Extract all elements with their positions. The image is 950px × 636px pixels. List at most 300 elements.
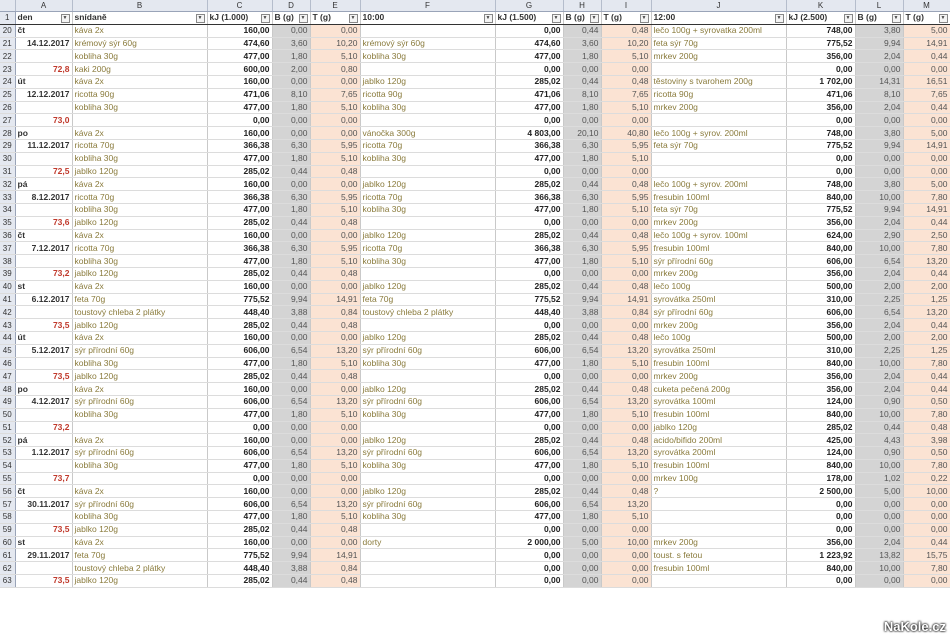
snack-protein[interactable]: 20,10 xyxy=(563,127,601,140)
day-cell[interactable]: čt xyxy=(15,485,72,498)
date-cell[interactable]: 4.12.2017 xyxy=(15,395,72,408)
snack-item[interactable] xyxy=(360,216,495,229)
breakfast-protein[interactable]: 0,00 xyxy=(272,114,310,127)
snack-item[interactable]: feta 70g xyxy=(360,293,495,306)
breakfast-fat[interactable]: 5,10 xyxy=(310,50,360,63)
snack-kj[interactable]: 366,38 xyxy=(495,191,563,204)
snack-item[interactable]: vánočka 300g xyxy=(360,127,495,140)
snack-kj[interactable]: 0,00 xyxy=(495,267,563,280)
breakfast-kj[interactable]: 448,40 xyxy=(207,306,272,319)
lunch-protein[interactable]: 9,94 xyxy=(855,203,903,216)
day-cell[interactable]: po xyxy=(15,127,72,140)
breakfast-fat[interactable]: 5,10 xyxy=(310,408,360,421)
lunch-kj[interactable]: 840,00 xyxy=(786,408,855,421)
row-number[interactable]: 30 xyxy=(0,152,15,165)
total-cell[interactable]: 73,6 xyxy=(15,216,72,229)
breakfast-item[interactable]: kobliha 30g xyxy=(72,255,207,268)
snack-fat[interactable]: 0,00 xyxy=(601,319,651,332)
lunch-fat[interactable]: 7,80 xyxy=(903,191,950,204)
lunch-fat[interactable]: 2,00 xyxy=(903,331,950,344)
snack-kj[interactable]: 285,02 xyxy=(495,434,563,447)
filter-dropdown-icon[interactable]: ▼ xyxy=(892,14,901,23)
breakfast-kj[interactable]: 0,00 xyxy=(207,472,272,485)
lunch-fat[interactable]: 0,44 xyxy=(903,50,950,63)
row-number[interactable]: 59 xyxy=(0,523,15,536)
date-cell[interactable]: 29.11.2017 xyxy=(15,549,72,562)
snack-protein[interactable]: 9,94 xyxy=(563,293,601,306)
breakfast-kj[interactable]: 477,00 xyxy=(207,357,272,370)
lunch-kj[interactable]: 0,00 xyxy=(786,523,855,536)
snack-kj[interactable]: 0,00 xyxy=(495,421,563,434)
snack-fat[interactable]: 10,20 xyxy=(601,37,651,50)
snack-fat[interactable]: 0,48 xyxy=(601,75,651,88)
snack-kj[interactable]: 606,00 xyxy=(495,395,563,408)
snack-kj[interactable]: 474,60 xyxy=(495,37,563,50)
snack-protein[interactable]: 0,00 xyxy=(563,319,601,332)
breakfast-fat[interactable]: 0,80 xyxy=(310,63,360,76)
breakfast-fat[interactable]: 0,00 xyxy=(310,114,360,127)
lunch-fat[interactable]: 7,80 xyxy=(903,408,950,421)
column-header[interactable]: M xyxy=(903,0,950,12)
breakfast-item[interactable]: káva 2x xyxy=(72,280,207,293)
breakfast-fat[interactable]: 0,00 xyxy=(310,24,360,37)
lunch-kj[interactable]: 0,00 xyxy=(786,114,855,127)
lunch-item[interactable]: jablko 120g xyxy=(651,421,786,434)
breakfast-fat[interactable]: 0,84 xyxy=(310,306,360,319)
lunch-protein[interactable]: 2,25 xyxy=(855,293,903,306)
lunch-fat[interactable]: 0,44 xyxy=(903,319,950,332)
breakfast-item[interactable]: jablko 120g xyxy=(72,165,207,178)
snack-kj[interactable]: 285,02 xyxy=(495,178,563,191)
snack-fat[interactable]: 0,00 xyxy=(601,421,651,434)
lunch-kj[interactable]: 124,00 xyxy=(786,447,855,460)
lunch-item[interactable] xyxy=(651,575,786,588)
lunch-kj[interactable]: 356,00 xyxy=(786,536,855,549)
snack-item[interactable] xyxy=(360,165,495,178)
breakfast-kj[interactable]: 448,40 xyxy=(207,562,272,575)
breakfast-fat[interactable]: 5,95 xyxy=(310,242,360,255)
breakfast-fat[interactable]: 0,84 xyxy=(310,562,360,575)
row-number[interactable]: 52 xyxy=(0,434,15,447)
breakfast-item[interactable]: sýr přírodní 60g xyxy=(72,344,207,357)
snack-protein[interactable]: 1,80 xyxy=(563,203,601,216)
breakfast-protein[interactable]: 0,00 xyxy=(272,24,310,37)
lunch-fat[interactable]: 5,00 xyxy=(903,127,950,140)
breakfast-protein[interactable]: 6,54 xyxy=(272,344,310,357)
snack-item[interactable]: ricotta 70g xyxy=(360,191,495,204)
breakfast-item[interactable]: kobliha 30g xyxy=(72,459,207,472)
breakfast-protein[interactable]: 8,10 xyxy=(272,88,310,101)
snack-protein[interactable]: 3,60 xyxy=(563,37,601,50)
lunch-kj[interactable]: 178,00 xyxy=(786,472,855,485)
snack-protein[interactable]: 0,44 xyxy=(563,229,601,242)
breakfast-item[interactable]: jablko 120g xyxy=(72,267,207,280)
breakfast-item[interactable]: toustový chleba 2 plátky xyxy=(72,306,207,319)
breakfast-item[interactable]: kobliha 30g xyxy=(72,511,207,524)
breakfast-kj[interactable]: 0,00 xyxy=(207,421,272,434)
row-number[interactable]: 57 xyxy=(0,498,15,511)
cell-day-column[interactable] xyxy=(15,203,72,216)
lunch-kj[interactable]: 356,00 xyxy=(786,267,855,280)
breakfast-protein[interactable]: 0,00 xyxy=(272,229,310,242)
snack-item[interactable]: kobliha 30g xyxy=(360,408,495,421)
lunch-protein[interactable]: 6,54 xyxy=(855,255,903,268)
breakfast-fat[interactable]: 0,48 xyxy=(310,165,360,178)
breakfast-fat[interactable]: 0,00 xyxy=(310,127,360,140)
breakfast-protein[interactable]: 0,00 xyxy=(272,178,310,191)
breakfast-kj[interactable]: 160,00 xyxy=(207,536,272,549)
breakfast-kj[interactable]: 477,00 xyxy=(207,408,272,421)
lunch-fat[interactable]: 16,51 xyxy=(903,75,950,88)
snack-protein[interactable]: 0,44 xyxy=(563,434,601,447)
breakfast-protein[interactable]: 1,80 xyxy=(272,408,310,421)
lunch-kj[interactable]: 0,00 xyxy=(786,165,855,178)
lunch-fat[interactable]: 0,44 xyxy=(903,383,950,396)
cell-day-column[interactable] xyxy=(15,357,72,370)
filter-dropdown-icon[interactable]: ▼ xyxy=(939,14,948,23)
column-header[interactable]: H xyxy=(563,0,601,12)
snack-fat[interactable]: 0,84 xyxy=(601,306,651,319)
snack-item[interactable]: jablko 120g xyxy=(360,331,495,344)
breakfast-fat[interactable]: 0,00 xyxy=(310,383,360,396)
filter-dropdown-icon[interactable]: ▼ xyxy=(552,14,561,23)
snack-item[interactable]: jablko 120g xyxy=(360,229,495,242)
snack-protein[interactable]: 0,00 xyxy=(563,523,601,536)
total-cell[interactable]: 73,5 xyxy=(15,575,72,588)
lunch-protein[interactable]: 6,54 xyxy=(855,306,903,319)
row-number[interactable]: 45 xyxy=(0,344,15,357)
lunch-item[interactable]: syrovátka 100ml xyxy=(651,395,786,408)
row-number[interactable]: 55 xyxy=(0,472,15,485)
lunch-protein[interactable]: 2,00 xyxy=(855,331,903,344)
snack-kj[interactable]: 0,00 xyxy=(495,319,563,332)
column-header[interactable]: J xyxy=(651,0,786,12)
breakfast-fat[interactable]: 0,00 xyxy=(310,178,360,191)
breakfast-kj[interactable]: 474,60 xyxy=(207,37,272,50)
breakfast-kj[interactable]: 471,06 xyxy=(207,88,272,101)
lunch-protein[interactable]: 0,00 xyxy=(855,511,903,524)
row-number[interactable]: 24 xyxy=(0,75,15,88)
lunch-fat[interactable]: 0,44 xyxy=(903,536,950,549)
breakfast-protein[interactable]: 2,00 xyxy=(272,63,310,76)
snack-fat[interactable]: 5,95 xyxy=(601,191,651,204)
breakfast-item[interactable]: sýr přírodní 60g xyxy=(72,447,207,460)
row-number[interactable]: 37 xyxy=(0,242,15,255)
breakfast-fat[interactable]: 5,95 xyxy=(310,139,360,152)
snack-item[interactable] xyxy=(360,370,495,383)
lunch-fat[interactable]: 0,48 xyxy=(903,421,950,434)
row-number[interactable]: 29 xyxy=(0,139,15,152)
lunch-fat[interactable]: 7,80 xyxy=(903,242,950,255)
snack-fat[interactable]: 0,48 xyxy=(601,331,651,344)
snack-kj[interactable]: 448,40 xyxy=(495,306,563,319)
lunch-item[interactable] xyxy=(651,523,786,536)
breakfast-kj[interactable]: 160,00 xyxy=(207,485,272,498)
snack-protein[interactable]: 6,54 xyxy=(563,447,601,460)
lunch-item[interactable] xyxy=(651,63,786,76)
breakfast-protein[interactable]: 6,54 xyxy=(272,447,310,460)
breakfast-fat[interactable]: 5,10 xyxy=(310,203,360,216)
lunch-item[interactable]: syrovátka 200ml xyxy=(651,447,786,460)
lunch-item[interactable]: lečo 100g + syrovatka 200ml xyxy=(651,24,786,37)
lunch-protein[interactable]: 3,80 xyxy=(855,178,903,191)
lunch-protein[interactable]: 2,04 xyxy=(855,370,903,383)
row-number[interactable]: 61 xyxy=(0,549,15,562)
snack-kj[interactable]: 0,00 xyxy=(495,24,563,37)
snack-kj[interactable]: 471,06 xyxy=(495,88,563,101)
snack-item[interactable] xyxy=(360,421,495,434)
snack-kj[interactable]: 285,02 xyxy=(495,280,563,293)
lunch-protein[interactable]: 2,25 xyxy=(855,344,903,357)
lunch-protein[interactable]: 8,10 xyxy=(855,88,903,101)
snack-item[interactable]: kobliha 30g xyxy=(360,511,495,524)
lunch-item[interactable]: lečo 100g + syrov. 100ml xyxy=(651,229,786,242)
lunch-protein[interactable]: 0,00 xyxy=(855,523,903,536)
day-cell[interactable]: pá xyxy=(15,434,72,447)
filter-dropdown-icon[interactable]: ▼ xyxy=(349,14,358,23)
breakfast-item[interactable]: jablko 120g xyxy=(72,370,207,383)
lunch-protein[interactable]: 10,00 xyxy=(855,408,903,421)
snack-item[interactable]: kobliha 30g xyxy=(360,357,495,370)
snack-kj[interactable]: 0,00 xyxy=(495,472,563,485)
lunch-item[interactable] xyxy=(651,511,786,524)
header-cell-breakfast[interactable] xyxy=(72,12,207,25)
lunch-kj[interactable]: 471,06 xyxy=(786,88,855,101)
lunch-protein[interactable]: 10,00 xyxy=(855,191,903,204)
breakfast-fat[interactable]: 7,65 xyxy=(310,88,360,101)
breakfast-item[interactable]: káva 2x xyxy=(72,178,207,191)
lunch-kj[interactable]: 356,00 xyxy=(786,370,855,383)
total-cell[interactable]: 73,5 xyxy=(15,319,72,332)
lunch-fat[interactable]: 13,20 xyxy=(903,255,950,268)
snack-item[interactable]: kobliha 30g xyxy=(360,50,495,63)
total-cell[interactable]: 73,2 xyxy=(15,421,72,434)
cell-day-column[interactable] xyxy=(15,50,72,63)
total-cell[interactable]: 73,2 xyxy=(15,267,72,280)
row-number[interactable]: 47 xyxy=(0,370,15,383)
snack-fat[interactable]: 0,00 xyxy=(601,165,651,178)
lunch-kj[interactable]: 748,00 xyxy=(786,178,855,191)
breakfast-item[interactable]: jablko 120g xyxy=(72,575,207,588)
breakfast-protein[interactable]: 6,30 xyxy=(272,242,310,255)
breakfast-kj[interactable]: 160,00 xyxy=(207,434,272,447)
snack-item[interactable]: krémový sýr 60g xyxy=(360,37,495,50)
lunch-item[interactable]: fresubin 100ml xyxy=(651,191,786,204)
lunch-fat[interactable]: 13,20 xyxy=(903,306,950,319)
breakfast-kj[interactable]: 160,00 xyxy=(207,75,272,88)
lunch-fat[interactable]: 14,91 xyxy=(903,139,950,152)
breakfast-fat[interactable]: 5,95 xyxy=(310,191,360,204)
snack-fat[interactable]: 13,20 xyxy=(601,395,651,408)
snack-fat[interactable]: 0,48 xyxy=(601,280,651,293)
breakfast-kj[interactable]: 160,00 xyxy=(207,383,272,396)
breakfast-item[interactable]: káva 2x xyxy=(72,229,207,242)
breakfast-protein[interactable]: 0,44 xyxy=(272,575,310,588)
snack-item[interactable] xyxy=(360,549,495,562)
lunch-fat[interactable]: 2,00 xyxy=(903,280,950,293)
breakfast-item[interactable]: kobliha 30g xyxy=(72,203,207,216)
snack-kj[interactable]: 477,00 xyxy=(495,101,563,114)
breakfast-fat[interactable]: 0,48 xyxy=(310,575,360,588)
lunch-item[interactable]: mrkev 200g xyxy=(651,216,786,229)
breakfast-item[interactable]: kaki 200g xyxy=(72,63,207,76)
snack-protein[interactable]: 1,80 xyxy=(563,511,601,524)
breakfast-item[interactable]: káva 2x xyxy=(72,75,207,88)
total-cell[interactable]: 72,5 xyxy=(15,165,72,178)
column-header[interactable]: K xyxy=(786,0,855,12)
lunch-kj[interactable]: 310,00 xyxy=(786,293,855,306)
lunch-protein[interactable]: 10,00 xyxy=(855,357,903,370)
breakfast-fat[interactable]: 13,20 xyxy=(310,344,360,357)
header-cell-b2[interactable] xyxy=(563,12,601,25)
row-number[interactable]: 36 xyxy=(0,229,15,242)
breakfast-kj[interactable]: 775,52 xyxy=(207,549,272,562)
lunch-fat[interactable]: 0,22 xyxy=(903,472,950,485)
breakfast-kj[interactable]: 285,02 xyxy=(207,370,272,383)
header-cell-t3[interactable] xyxy=(903,12,950,25)
lunch-item[interactable]: mrkev 200g xyxy=(651,536,786,549)
header-cell-snack[interactable] xyxy=(360,12,495,25)
snack-protein[interactable]: 6,54 xyxy=(563,395,601,408)
lunch-protein[interactable]: 0,00 xyxy=(855,575,903,588)
header-cell-kj3[interactable] xyxy=(786,12,855,25)
snack-kj[interactable]: 775,52 xyxy=(495,293,563,306)
lunch-item[interactable]: mrkev 200g xyxy=(651,370,786,383)
snack-item[interactable]: jablko 120g xyxy=(360,75,495,88)
lunch-item[interactable]: feta sýr 70g xyxy=(651,139,786,152)
breakfast-protein[interactable]: 3,60 xyxy=(272,37,310,50)
filter-dropdown-icon[interactable]: ▼ xyxy=(590,14,599,23)
lunch-kj[interactable]: 775,52 xyxy=(786,37,855,50)
lunch-fat[interactable]: 5,00 xyxy=(903,178,950,191)
snack-fat[interactable]: 5,10 xyxy=(601,101,651,114)
snack-fat[interactable]: 40,80 xyxy=(601,127,651,140)
cell-day-column[interactable] xyxy=(15,459,72,472)
row-number[interactable]: 20 xyxy=(0,24,15,37)
breakfast-kj[interactable]: 477,00 xyxy=(207,255,272,268)
breakfast-kj[interactable]: 606,00 xyxy=(207,395,272,408)
lunch-fat[interactable]: 0,50 xyxy=(903,447,950,460)
lunch-fat[interactable]: 2,50 xyxy=(903,229,950,242)
snack-protein[interactable]: 6,30 xyxy=(563,139,601,152)
snack-item[interactable]: toustový chleba 2 plátky xyxy=(360,306,495,319)
breakfast-item[interactable]: ricotta 70g xyxy=(72,139,207,152)
column-header[interactable]: D xyxy=(272,0,310,12)
row-number[interactable]: 22 xyxy=(0,50,15,63)
row-number[interactable]: 44 xyxy=(0,331,15,344)
breakfast-fat[interactable]: 5,10 xyxy=(310,357,360,370)
snack-kj[interactable]: 0,00 xyxy=(495,63,563,76)
breakfast-kj[interactable]: 477,00 xyxy=(207,511,272,524)
lunch-kj[interactable]: 1 702,00 xyxy=(786,75,855,88)
breakfast-protein[interactable]: 0,44 xyxy=(272,523,310,536)
lunch-item[interactable]: mrkev 200g xyxy=(651,50,786,63)
lunch-item[interactable] xyxy=(651,114,786,127)
lunch-fat[interactable]: 0,00 xyxy=(903,523,950,536)
lunch-kj[interactable]: 606,00 xyxy=(786,255,855,268)
lunch-item[interactable]: fresubin 100ml xyxy=(651,459,786,472)
breakfast-kj[interactable]: 606,00 xyxy=(207,344,272,357)
breakfast-protein[interactable]: 0,44 xyxy=(272,267,310,280)
snack-protein[interactable]: 5,00 xyxy=(563,536,601,549)
row-number[interactable]: 62 xyxy=(0,562,15,575)
breakfast-item[interactable]: feta 70g xyxy=(72,293,207,306)
breakfast-kj[interactable]: 160,00 xyxy=(207,24,272,37)
filter-dropdown-icon[interactable]: ▼ xyxy=(484,14,493,23)
row-number[interactable]: 34 xyxy=(0,203,15,216)
breakfast-item[interactable]: jablko 120g xyxy=(72,523,207,536)
lunch-fat[interactable]: 0,00 xyxy=(903,165,950,178)
lunch-kj[interactable]: 0,00 xyxy=(786,511,855,524)
day-cell[interactable]: čt xyxy=(15,24,72,37)
row-number[interactable]: 27 xyxy=(0,114,15,127)
snack-protein[interactable]: 1,80 xyxy=(563,255,601,268)
snack-fat[interactable]: 5,95 xyxy=(601,242,651,255)
lunch-fat[interactable]: 7,65 xyxy=(903,88,950,101)
lunch-fat[interactable]: 0,44 xyxy=(903,216,950,229)
lunch-protein[interactable]: 13,82 xyxy=(855,549,903,562)
lunch-fat[interactable]: 1,25 xyxy=(903,293,950,306)
breakfast-kj[interactable]: 606,00 xyxy=(207,498,272,511)
lunch-item[interactable]: mrkev 200g xyxy=(651,101,786,114)
snack-item[interactable] xyxy=(360,267,495,280)
snack-protein[interactable]: 0,44 xyxy=(563,75,601,88)
lunch-item[interactable]: syrovátka 250ml xyxy=(651,293,786,306)
breakfast-protein[interactable]: 1,80 xyxy=(272,101,310,114)
snack-fat[interactable]: 5,10 xyxy=(601,203,651,216)
total-cell[interactable]: 72,8 xyxy=(15,63,72,76)
cell-day-column[interactable] xyxy=(15,306,72,319)
snack-protein[interactable]: 0,00 xyxy=(563,216,601,229)
row-number[interactable]: 51 xyxy=(0,421,15,434)
breakfast-protein[interactable]: 9,94 xyxy=(272,549,310,562)
lunch-kj[interactable]: 0,00 xyxy=(786,498,855,511)
lunch-protein[interactable]: 2,04 xyxy=(855,536,903,549)
breakfast-item[interactable] xyxy=(72,421,207,434)
snack-protein[interactable]: 1,80 xyxy=(563,357,601,370)
lunch-fat[interactable]: 0,44 xyxy=(903,267,950,280)
lunch-fat[interactable]: 0,00 xyxy=(903,114,950,127)
lunch-protein[interactable]: 14,31 xyxy=(855,75,903,88)
breakfast-fat[interactable]: 0,00 xyxy=(310,472,360,485)
row-number[interactable]: 39 xyxy=(0,267,15,280)
snack-kj[interactable]: 0,00 xyxy=(495,562,563,575)
lunch-fat[interactable]: 0,44 xyxy=(903,101,950,114)
lunch-protein[interactable]: 4,43 xyxy=(855,434,903,447)
breakfast-fat[interactable]: 10,20 xyxy=(310,37,360,50)
snack-kj[interactable]: 477,00 xyxy=(495,511,563,524)
breakfast-protein[interactable]: 0,00 xyxy=(272,383,310,396)
snack-fat[interactable]: 14,91 xyxy=(601,293,651,306)
snack-kj[interactable]: 285,02 xyxy=(495,331,563,344)
snack-protein[interactable]: 0,00 xyxy=(563,421,601,434)
row-number[interactable]: 25 xyxy=(0,88,15,101)
breakfast-kj[interactable]: 160,00 xyxy=(207,280,272,293)
snack-kj[interactable]: 606,00 xyxy=(495,447,563,460)
lunch-protein[interactable]: 2,04 xyxy=(855,319,903,332)
snack-fat[interactable]: 13,20 xyxy=(601,344,651,357)
select-all-corner[interactable] xyxy=(0,0,15,12)
lunch-kj[interactable]: 356,00 xyxy=(786,319,855,332)
snack-fat[interactable]: 0,48 xyxy=(601,178,651,191)
breakfast-fat[interactable]: 0,48 xyxy=(310,370,360,383)
breakfast-protein[interactable]: 1,80 xyxy=(272,459,310,472)
breakfast-fat[interactable]: 14,91 xyxy=(310,293,360,306)
breakfast-fat[interactable]: 0,00 xyxy=(310,421,360,434)
lunch-item[interactable]: lečo 100g + syrov. 200ml xyxy=(651,178,786,191)
day-cell[interactable]: st xyxy=(15,536,72,549)
breakfast-item[interactable]: kobliha 30g xyxy=(72,357,207,370)
